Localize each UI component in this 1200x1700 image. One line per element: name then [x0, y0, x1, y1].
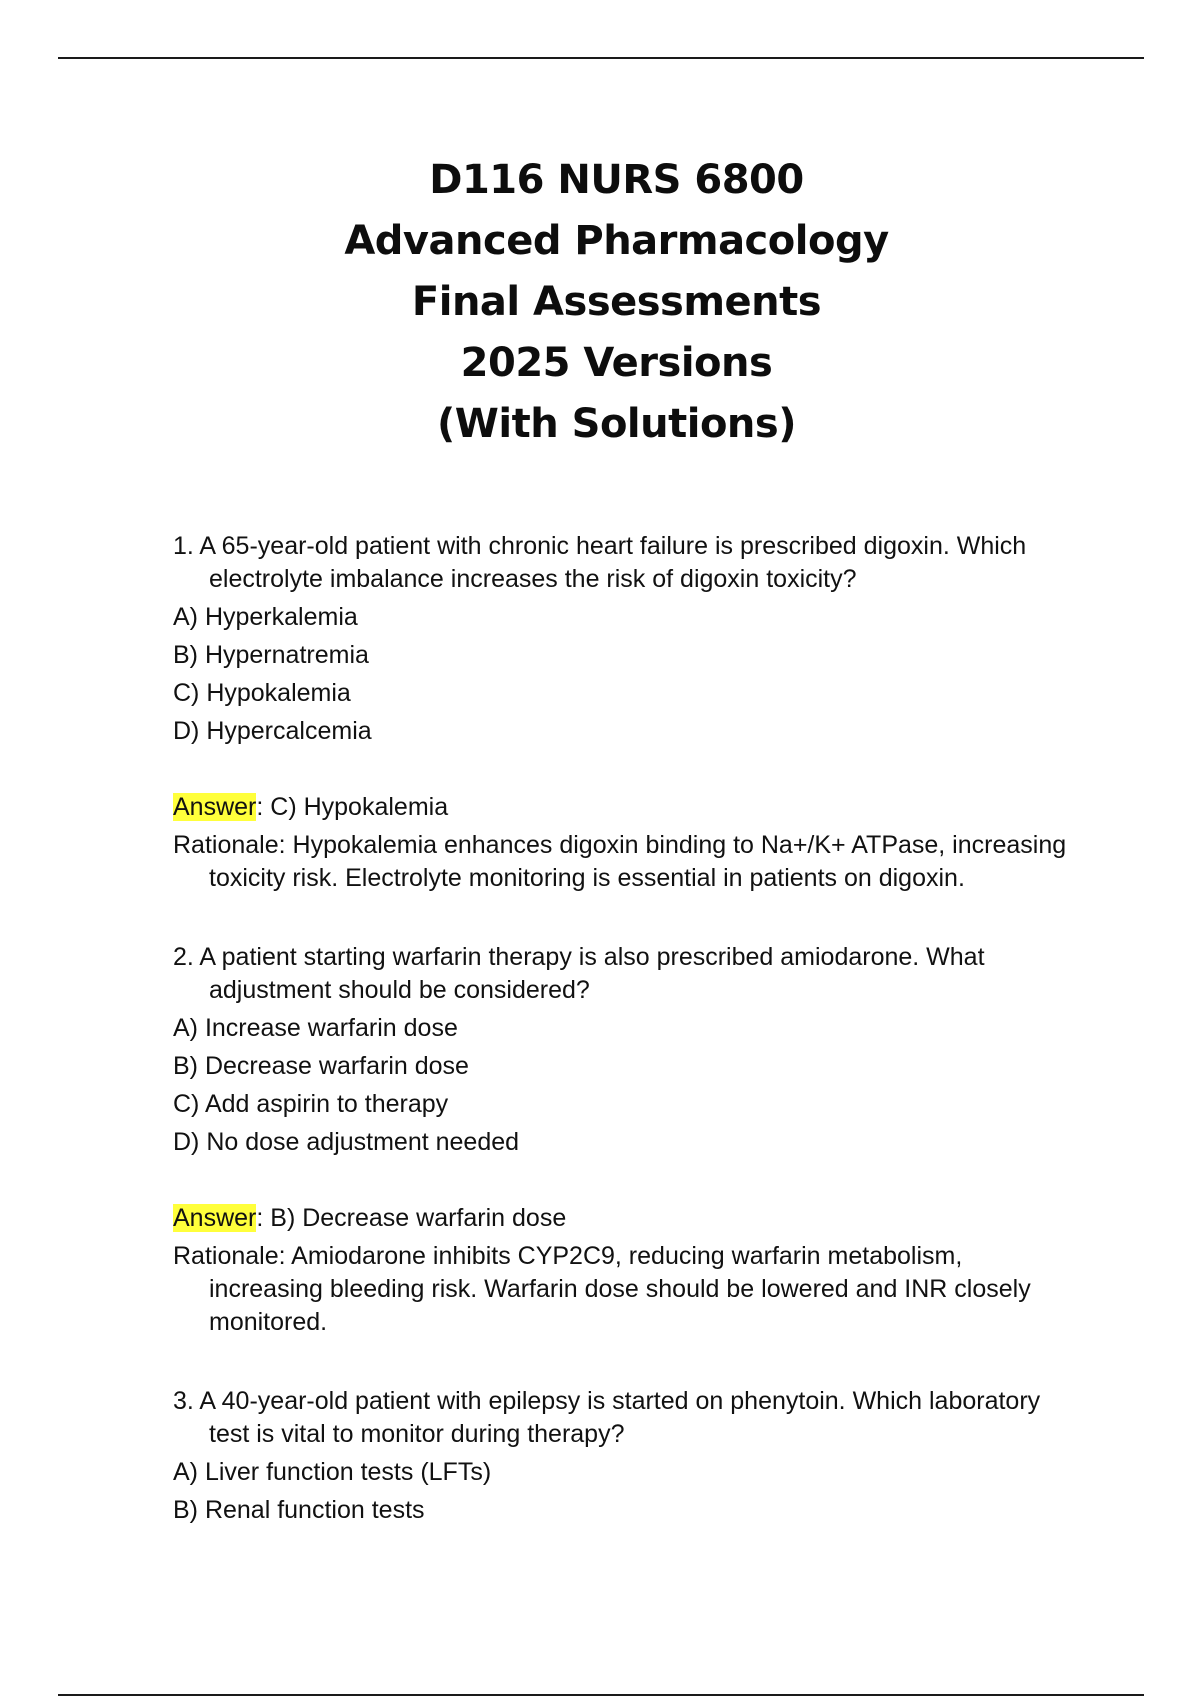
- question-list: [173, 530, 1073, 1527]
- top-rule: [58, 57, 1144, 59]
- answer-option: B) Decrease warfarin dose: [173, 1052, 469, 1080]
- answer-option: D) No dose adjustment needed: [173, 1128, 520, 1156]
- bottom-rule: [58, 1694, 1144, 1696]
- question-text: 2. A patient starting warfarin therapy is also prescribed amiodarone. What adjustment should be considered?: [173, 943, 985, 1004]
- document-title: [0, 150, 1200, 455]
- rationale: Rationale: Amiodarone inhibits CYP2C9, reducing warfarin metabolism, increasing bleeding risk. Warfarin dose should be lowered and INR closely monitored.: [173, 1242, 1031, 1336]
- answer-option: B) Hypernatremia: [173, 641, 369, 669]
- answer-line: [173, 1202, 1073, 1235]
- answer-label-highlight: Answer: [173, 793, 257, 821]
- question-text: 3. A 40-year-old patient with epilepsy is started on phenytoin. Which laboratory test is vital to monitor during therapy?: [173, 1387, 1041, 1448]
- answer-option: C) Add aspirin to therapy: [173, 1090, 449, 1118]
- title-line-version: 2025 Versions: [460, 340, 773, 386]
- question-2: [173, 941, 1073, 1339]
- question-text: 1. A 65-year-old patient with chronic heart failure is prescribed digoxin. Which electrolyte imbalance increases the risk of digoxin toxicity?: [173, 532, 1027, 593]
- answer-option: A) Liver function tests (LFTs): [173, 1458, 492, 1486]
- answer-option: D) Hypercalcemia: [173, 717, 372, 745]
- title-line-assessment: Final Assessments: [411, 279, 822, 325]
- answer-value: : C) Hypokalemia: [256, 793, 449, 821]
- question-1: [173, 530, 1073, 895]
- question-3: [173, 1385, 1073, 1527]
- title-line-solutions: (With Solutions): [437, 401, 796, 447]
- answer-option: A) Hyperkalemia: [173, 603, 358, 631]
- answer-line: [173, 791, 1073, 824]
- title-line-subject: Advanced Pharmacology: [344, 218, 889, 264]
- answer-value: : B) Decrease warfarin dose: [256, 1204, 567, 1232]
- answer-option: B) Renal function tests: [173, 1496, 425, 1524]
- rationale: Rationale: Hypokalemia enhances digoxin binding to Na+/K+ ATPase, increasing toxicity risk. Electrolyte monitoring is essential in patients on digoxin.: [173, 831, 1067, 892]
- title-line-course: D116 NURS 6800: [429, 157, 804, 203]
- answer-label-highlight: Answer: [173, 1204, 257, 1232]
- answer-option: A) Increase warfarin dose: [173, 1014, 458, 1042]
- answer-option: C) Hypokalemia: [173, 679, 351, 707]
